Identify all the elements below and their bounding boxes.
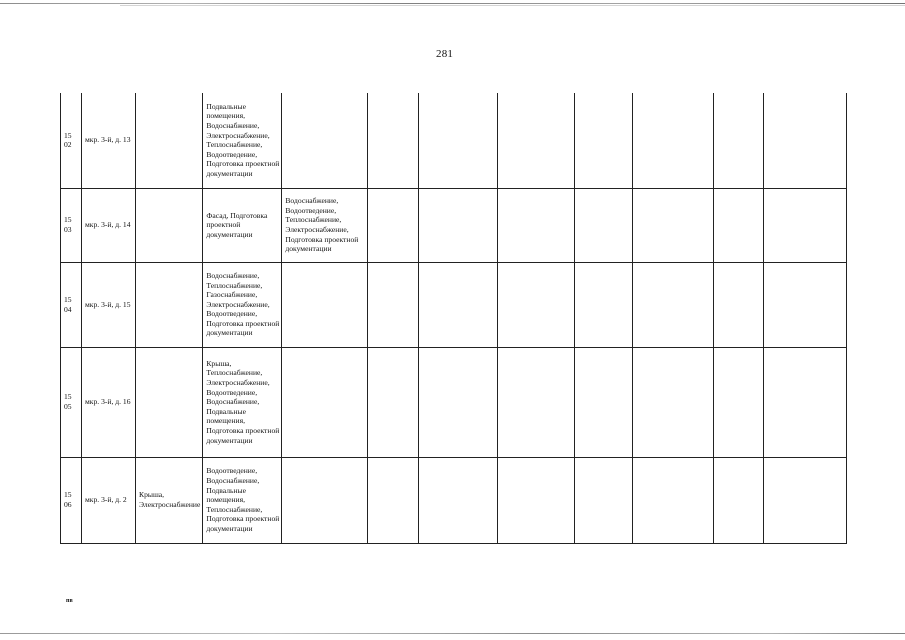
empty-cell <box>419 93 498 188</box>
row-number-bottom: 04 <box>64 304 72 314</box>
address-cell: мкр. 3-й, д. 14 <box>82 188 136 262</box>
row-number-cell <box>61 93 82 188</box>
empty-cell <box>714 188 764 262</box>
empty-cell <box>419 262 498 347</box>
works-cell: Водоотведение, Водоснабжение, Подвальные помещения, Теплоснабжение, Подготовка проектной документации <box>203 457 282 543</box>
empty-cell <box>633 93 714 188</box>
extra-works-cell <box>136 93 203 188</box>
works-cell-secondary <box>282 93 368 188</box>
empty-cell <box>764 457 847 543</box>
empty-cell <box>575 93 633 188</box>
works-table <box>60 93 847 544</box>
address-cell: мкр. 3-й, д. 13 <box>82 93 136 188</box>
table-row <box>61 188 847 262</box>
row-number-top: 15 <box>64 130 72 140</box>
empty-cell <box>419 457 498 543</box>
empty-cell <box>419 347 498 457</box>
extra-works-cell: Крыша, Электроснабжение <box>136 457 203 543</box>
row-number-bottom: 02 <box>64 140 72 150</box>
empty-cell <box>575 457 633 543</box>
empty-cell <box>368 347 419 457</box>
row-number-top: 15 <box>64 392 72 402</box>
row-number-top: 15 <box>64 215 72 225</box>
scan-edge-bottom <box>0 633 905 634</box>
table-row <box>61 457 847 543</box>
row-number-cell <box>61 262 82 347</box>
row-number-bottom: 03 <box>64 225 72 234</box>
empty-cell <box>368 93 419 188</box>
extra-works-cell <box>136 347 203 457</box>
empty-cell <box>714 93 764 188</box>
row-number-top: 15 <box>64 294 72 304</box>
empty-cell <box>575 188 633 262</box>
extra-works-cell <box>136 262 203 347</box>
empty-cell <box>575 347 633 457</box>
empty-cell <box>764 347 847 457</box>
works-cell: Подвальные помещения, Водоснабжение, Электроснабжение, Теплоснабжение, Водоотведение, Подготовка проектной документации <box>203 93 282 188</box>
empty-cell <box>764 93 847 188</box>
row-number-top: 15 <box>64 490 72 500</box>
empty-cell <box>498 262 575 347</box>
row-number-cell <box>61 457 82 543</box>
works-cell-secondary <box>282 457 368 543</box>
empty-cell <box>368 457 419 543</box>
row-number-bottom: 05 <box>64 402 72 411</box>
empty-cell <box>633 347 714 457</box>
page-number: 281 <box>436 48 454 60</box>
address-cell: мкр. 3-й, д. 16 <box>82 347 136 457</box>
empty-cell <box>419 188 498 262</box>
works-cell: Крыша, Теплоснабжение, Электроснабжение, Водоотведение, Водоснабжение, Подвальные помещения, Подготовка проектной документации <box>203 347 282 457</box>
empty-cell <box>714 262 764 347</box>
scan-edge-top-shadow <box>120 5 905 6</box>
address-cell: мкр. 3-й, д. 2 <box>82 457 136 543</box>
empty-cell <box>498 188 575 262</box>
empty-cell <box>368 262 419 347</box>
address-cell: мкр. 3-й, д. 15 <box>82 262 136 347</box>
works-cell: Водоснабжение, Теплоснабжение, Газоснабжение, Электроснабжение, Водоотведение, Подготовка проектной документации <box>203 262 282 347</box>
extra-works-cell <box>136 188 203 262</box>
empty-cell <box>714 347 764 457</box>
table-row <box>61 347 847 457</box>
works-cell-secondary <box>282 262 368 347</box>
row-number-cell <box>61 188 82 262</box>
empty-cell <box>633 188 714 262</box>
empty-cell <box>498 347 575 457</box>
footer-mark: пв <box>66 598 73 604</box>
table-row <box>61 93 847 188</box>
scan-edge-top <box>0 3 905 4</box>
empty-cell <box>498 93 575 188</box>
empty-cell <box>633 262 714 347</box>
works-cell-secondary <box>282 347 368 457</box>
row-number-cell <box>61 347 82 457</box>
empty-cell <box>764 188 847 262</box>
empty-cell <box>368 188 419 262</box>
row-number-bottom: 06 <box>64 500 72 509</box>
empty-cell <box>575 262 633 347</box>
empty-cell <box>498 457 575 543</box>
empty-cell <box>714 457 764 543</box>
empty-cell <box>633 457 714 543</box>
works-cell: Фасад, Подготовка проектной документации <box>203 188 282 262</box>
empty-cell <box>764 262 847 347</box>
table-row <box>61 262 847 347</box>
works-cell-secondary: Водоснабжение, Водоотведение, Теплоснабжение, Электроснабжение, Подготовка проектной документации <box>282 188 368 262</box>
